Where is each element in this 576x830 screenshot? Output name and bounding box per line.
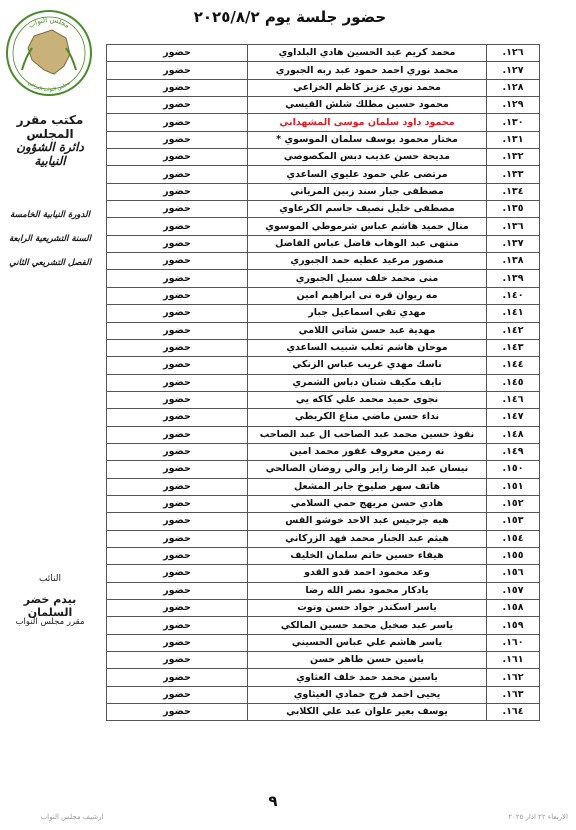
table-row bbox=[107, 704, 540, 721]
row-number: ١٤٣. bbox=[487, 339, 540, 356]
session-line-3: الفصل التشريعي الثاني bbox=[9, 258, 91, 268]
member-name: محمود داود سلمان موسى المشهداني bbox=[248, 114, 487, 131]
attendance-status: حضور bbox=[107, 305, 248, 322]
row-number: ١٥٢. bbox=[487, 495, 540, 512]
attendance-status: حضور bbox=[107, 114, 248, 131]
attendance-status: حضور bbox=[107, 686, 248, 703]
member-name: مديحة حسن عذيب دبس المكصوصي bbox=[248, 149, 487, 166]
attendance-status: حضور bbox=[107, 565, 248, 582]
member-name: نفوذ حسين محمد عبد الصاحب ال عبد الصاحب bbox=[248, 426, 487, 443]
member-name: هيفاء حسين حاتم سلمان الخليف bbox=[248, 547, 487, 564]
table-row bbox=[107, 131, 540, 148]
attendance-status: حضور bbox=[107, 218, 248, 235]
row-number: ١٣٤. bbox=[487, 183, 540, 200]
row-number: ١٤٥. bbox=[487, 374, 540, 391]
member-name: ياسر عبد صخيل محمد حسين المالكي bbox=[248, 617, 487, 634]
row-number: ١٥٦. bbox=[487, 565, 540, 582]
table-row bbox=[107, 600, 540, 617]
table-row bbox=[107, 339, 540, 356]
table-row bbox=[107, 149, 540, 166]
row-number: ١٢٩. bbox=[487, 97, 540, 114]
table-row bbox=[107, 513, 540, 530]
table-row bbox=[107, 305, 540, 322]
row-number: ١٤٢. bbox=[487, 322, 540, 339]
table-row bbox=[107, 218, 540, 235]
member-name: ياسين محمد حمد خلف العثاوي bbox=[248, 669, 487, 686]
member-name: هيثم عبد الجبار محمد فهد الزركاني bbox=[248, 530, 487, 547]
row-number: ١٢٧. bbox=[487, 62, 540, 79]
table-row bbox=[107, 253, 540, 270]
attendance-status: حضور bbox=[107, 426, 248, 443]
attendance-status: حضور bbox=[107, 478, 248, 495]
row-number: ١٣٣. bbox=[487, 166, 540, 183]
attendance-status: حضور bbox=[107, 495, 248, 512]
member-name: مه ريوان قره نى ابراهيم امين bbox=[248, 287, 487, 304]
attendance-status: حضور bbox=[107, 461, 248, 478]
table-row bbox=[107, 201, 540, 218]
table-row bbox=[107, 426, 540, 443]
table-row bbox=[107, 166, 540, 183]
member-name: منى محمد خلف سبيل الجبوري bbox=[248, 270, 487, 287]
row-number: ١٤٦. bbox=[487, 391, 540, 408]
attendance-status: حضور bbox=[107, 201, 248, 218]
member-name: محمود حسين مطلك شلش القيسي bbox=[248, 97, 487, 114]
member-name: منال حميد هاشم عباس شرموطي الموسوي bbox=[248, 218, 487, 235]
table-row bbox=[107, 322, 540, 339]
table-row bbox=[107, 374, 540, 391]
member-name: وعد محمود احمد قدو القدو bbox=[248, 565, 487, 582]
row-number: ١٣٥. bbox=[487, 201, 540, 218]
row-number: ١٥٠. bbox=[487, 461, 540, 478]
row-number: ١٢٨. bbox=[487, 79, 540, 96]
table-row bbox=[107, 547, 540, 564]
member-name: يادكار محمود نصر الله رضا bbox=[248, 582, 487, 599]
row-number: ١٦٣. bbox=[487, 686, 540, 703]
table-row bbox=[107, 617, 540, 634]
page-title: حضور جلسة يوم ٢٠٢٥/٨/٢ bbox=[193, 8, 387, 26]
attendance-status: حضور bbox=[107, 287, 248, 304]
attendance-status: حضور bbox=[107, 97, 248, 114]
attendance-status: حضور bbox=[107, 600, 248, 617]
row-number: ١٤٧. bbox=[487, 409, 540, 426]
session-line-2: السنة التشريعية الرابعة bbox=[9, 234, 91, 244]
table-row bbox=[107, 270, 540, 287]
member-name: مصطفى جبار سند زبين المرياني bbox=[248, 183, 487, 200]
attendance-status: حضور bbox=[107, 617, 248, 634]
attendance-status: حضور bbox=[107, 357, 248, 374]
member-name: هيه جرجيس عبد الاحد خوشو القس bbox=[248, 513, 487, 530]
member-name: ناسك مهدي غريب عباس الزنكي bbox=[248, 357, 487, 374]
member-name: نايف مكيف شنان دباس الشمري bbox=[248, 374, 487, 391]
table-row bbox=[107, 669, 540, 686]
member-name: محمد كريم عبد الحسين هادي البلداوي bbox=[248, 45, 487, 62]
member-name: نداء حسن ماضي مناع الكريطي bbox=[248, 409, 487, 426]
office-name: مكتب مقرر المجلس bbox=[16, 113, 84, 141]
row-number: ١٦٤. bbox=[487, 704, 540, 721]
row-number: ١٣٨. bbox=[487, 253, 540, 270]
table-row bbox=[107, 45, 540, 62]
member-name: مرتضى علي حمود عليوي الساعدي bbox=[248, 166, 487, 183]
row-number: ١٥٨. bbox=[487, 600, 540, 617]
attendance-status: حضور bbox=[107, 582, 248, 599]
row-number: ١٤١. bbox=[487, 305, 540, 322]
row-number: ١٥٩. bbox=[487, 617, 540, 634]
table-row bbox=[107, 62, 540, 79]
member-name: نجوى حميد محمد علي كاكه يي bbox=[248, 391, 487, 408]
member-name: نيسان عبد الرضا زاير والي روضان الصالحي bbox=[248, 461, 487, 478]
attendance-status: حضور bbox=[107, 62, 248, 79]
row-number: ١٤٩. bbox=[487, 443, 540, 460]
table-row bbox=[107, 79, 540, 96]
table-row bbox=[107, 357, 540, 374]
attendance-status: حضور bbox=[107, 149, 248, 166]
row-number: ١٦١. bbox=[487, 652, 540, 669]
attendance-status: حضور bbox=[107, 669, 248, 686]
attendance-status: حضور bbox=[107, 79, 248, 96]
member-name: نه رمين معروف غفور محمد امين bbox=[248, 443, 487, 460]
table-row bbox=[107, 235, 540, 252]
member-name: يوسف بعير علوان عبد علي الكلابي bbox=[248, 704, 487, 721]
member-name: موحان هاشم ثعلب شبيب الساعدي bbox=[248, 339, 487, 356]
row-number: ١٣١. bbox=[487, 131, 540, 148]
table-row bbox=[107, 495, 540, 512]
member-name: محمد نوري عزيز كاظم الخزاعي bbox=[248, 79, 487, 96]
row-number: ١٤٨. bbox=[487, 426, 540, 443]
row-number: ١٤٤. bbox=[487, 357, 540, 374]
row-number: ١٦٠. bbox=[487, 634, 540, 651]
table-row bbox=[107, 183, 540, 200]
member-name: مصطفى خليل نصيف جاسم الكرعاوي bbox=[248, 201, 487, 218]
attendance-status: حضور bbox=[107, 253, 248, 270]
row-number: ١٣٩. bbox=[487, 270, 540, 287]
signer-name: بيدم خضر السلمان bbox=[23, 593, 77, 619]
row-number: ١٤٠. bbox=[487, 287, 540, 304]
row-number: ١٣٢. bbox=[487, 149, 540, 166]
footer-left: ارشيف مجلس النواب bbox=[40, 813, 104, 821]
table-row bbox=[107, 443, 540, 460]
attendance-status: حضور bbox=[107, 547, 248, 564]
table-row bbox=[107, 97, 540, 114]
attendance-status: حضور bbox=[107, 183, 248, 200]
row-number: ١٢٦. bbox=[487, 45, 540, 62]
attendance-status: حضور bbox=[107, 391, 248, 408]
row-number: ١٣٠. bbox=[487, 114, 540, 131]
table-row bbox=[107, 114, 540, 131]
row-number: ١٥٤. bbox=[487, 530, 540, 547]
attendance-status: حضور bbox=[107, 322, 248, 339]
attendance-status: حضور bbox=[107, 270, 248, 287]
page-number: ٩ bbox=[268, 792, 278, 810]
parliament-logo bbox=[4, 8, 94, 98]
attendance-table bbox=[106, 44, 540, 721]
attendance-status: حضور bbox=[107, 339, 248, 356]
svg-text:مجلس النواب: مجلس النواب bbox=[27, 15, 72, 30]
attendance-status: حضور bbox=[107, 652, 248, 669]
row-number: ١٥١. bbox=[487, 478, 540, 495]
member-name: ياسر اسكندر جواد حسن وتوت bbox=[248, 600, 487, 617]
footer-right: الاربعاء ٢٢ اذار ٢٠٢٥ bbox=[508, 813, 568, 821]
attendance-status: حضور bbox=[107, 704, 248, 721]
row-number: ١٥٣. bbox=[487, 513, 540, 530]
attendance-status: حضور bbox=[107, 131, 248, 148]
row-number: ١٥٥. bbox=[487, 547, 540, 564]
member-name: يحيى احمد فرج حمادي العيثاوي bbox=[248, 686, 487, 703]
deputy-label: النائب bbox=[38, 574, 62, 584]
row-number: ١٣٧. bbox=[487, 235, 540, 252]
attendance-status: حضور bbox=[107, 513, 248, 530]
table-row bbox=[107, 478, 540, 495]
table-row bbox=[107, 530, 540, 547]
member-name: منتهى عبد الوهاب فاضل عباس الفاضل bbox=[248, 235, 487, 252]
attendance-status: حضور bbox=[107, 443, 248, 460]
row-number: ١٣٦. bbox=[487, 218, 540, 235]
member-name: هاتف سهر صليوخ جابر المشعل bbox=[248, 478, 487, 495]
table-row bbox=[107, 287, 540, 304]
table-row bbox=[107, 652, 540, 669]
table-row bbox=[107, 391, 540, 408]
attendance-status: حضور bbox=[107, 409, 248, 426]
signer-role: مقرر مجلس النواب bbox=[15, 617, 85, 627]
session-line-1: الدورة النيابية الخامسة bbox=[10, 210, 90, 220]
svg-text:مجلس النواب العراقي: مجلس النواب العراقي bbox=[26, 80, 72, 94]
member-name: محمد نوري احمد حمود عبد ربه الجبوري bbox=[248, 62, 487, 79]
attendance-status: حضور bbox=[107, 634, 248, 651]
row-number: ١٥٧. bbox=[487, 582, 540, 599]
member-name: ياسر هاشم علي عباس الحسيني bbox=[248, 634, 487, 651]
table-row bbox=[107, 461, 540, 478]
attendance-status: حضور bbox=[107, 530, 248, 547]
table-row bbox=[107, 409, 540, 426]
attendance-status: حضور bbox=[107, 374, 248, 391]
attendance-status: حضور bbox=[107, 235, 248, 252]
table-row bbox=[107, 582, 540, 599]
attendance-status: حضور bbox=[107, 45, 248, 62]
table-row bbox=[107, 686, 540, 703]
member-name: منصور مرعيد عطيه حمد الجبوري bbox=[248, 253, 487, 270]
table-row bbox=[107, 565, 540, 582]
member-name: مختار محمود يوسف سلمان الموسوي * bbox=[248, 131, 487, 148]
row-number: ١٦٢. bbox=[487, 669, 540, 686]
department-name: دائرة الشؤون النيابية bbox=[16, 140, 84, 168]
member-name: ياسين حسن طاهر حسن bbox=[248, 652, 487, 669]
member-name: مهدي تقي اسماعيل جبار bbox=[248, 305, 487, 322]
attendance-status: حضور bbox=[107, 166, 248, 183]
member-name: مهدية عبد حسن شاتي اللامي bbox=[248, 322, 487, 339]
member-name: هادي حسن مريهج حمي السلامي bbox=[248, 495, 487, 512]
table-row bbox=[107, 634, 540, 651]
